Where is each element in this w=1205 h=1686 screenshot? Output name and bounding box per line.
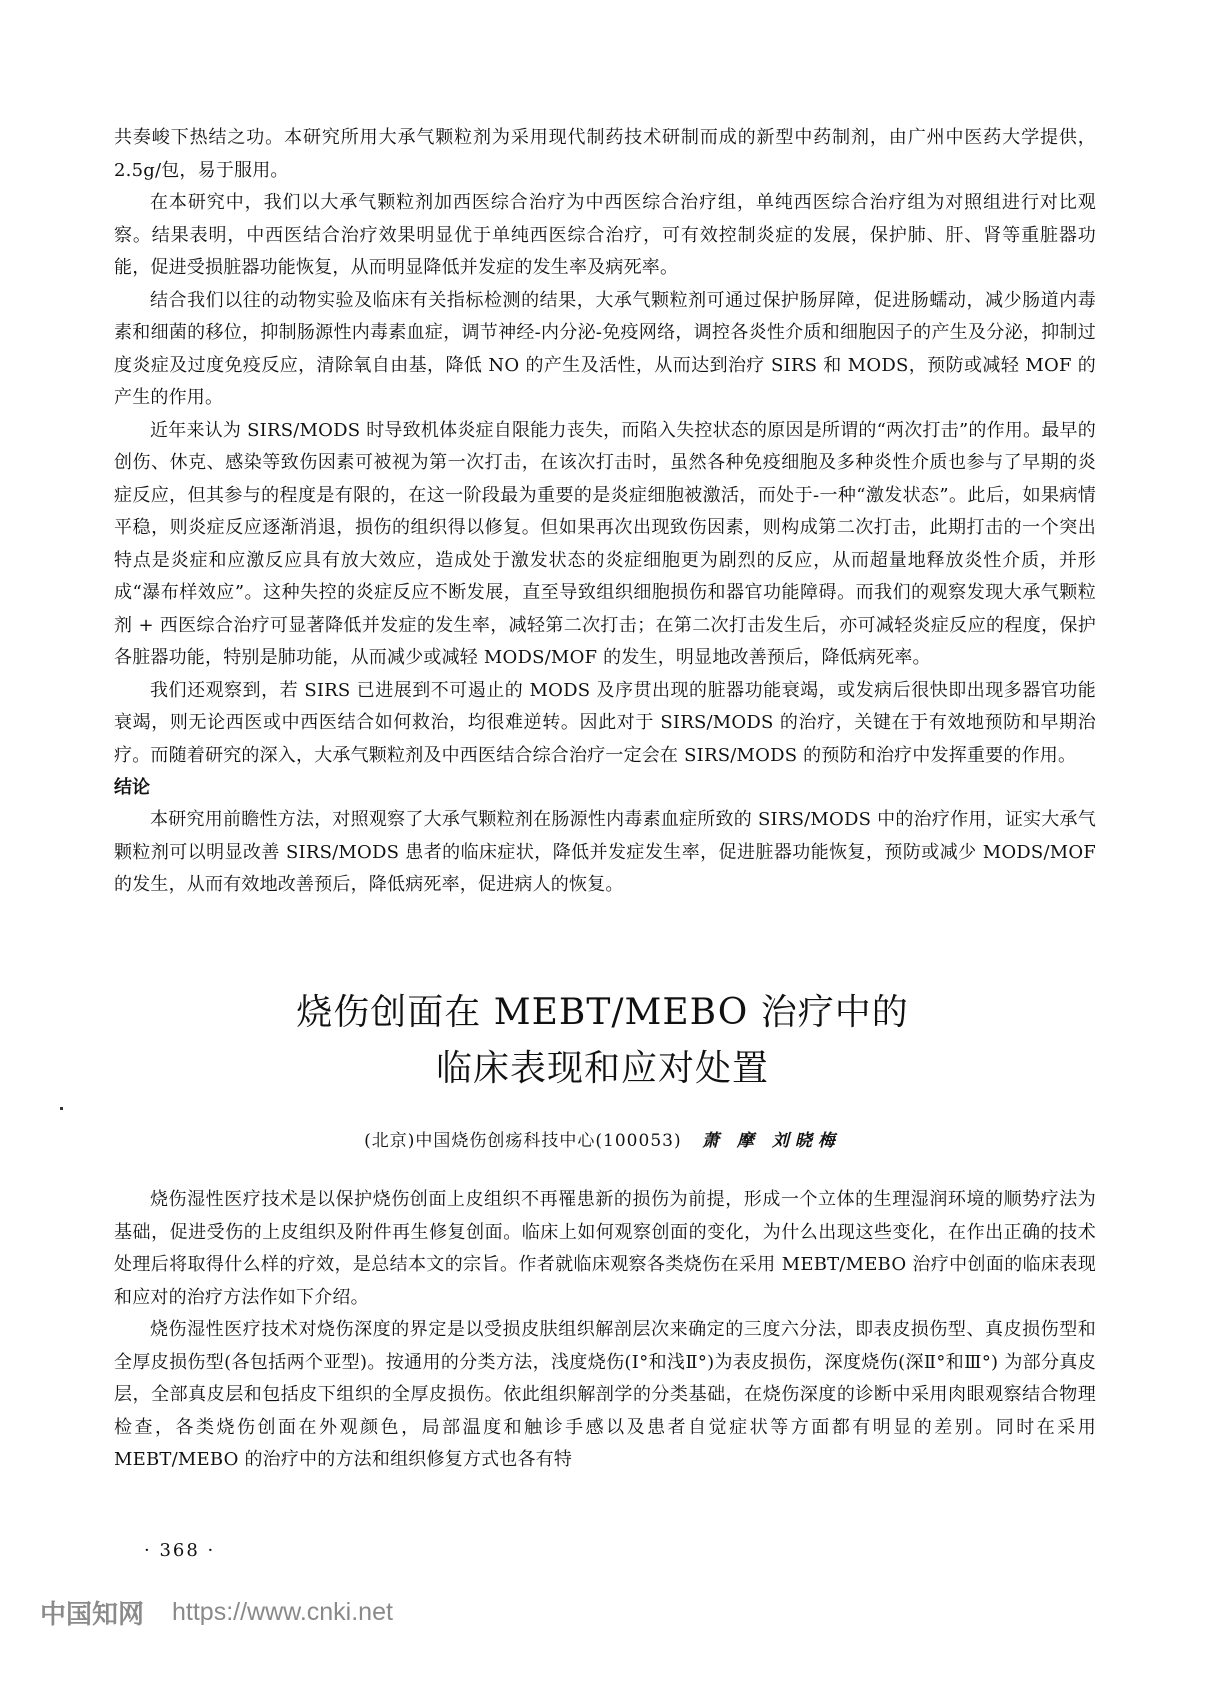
cnki-url[interactable]: https://www.cnki.net xyxy=(172,1597,393,1626)
article-title-line-2: 临床表现和应对处置 xyxy=(435,1048,769,1089)
article-body xyxy=(114,1184,1096,1477)
page-number: · 368 · xyxy=(144,1540,216,1561)
author-line xyxy=(0,1128,1205,1154)
body-paragraph: 近年来认为 SIRS/MODS 时导致机体炎症自限能力丧失，而陷入失控状态的原因是所谓的“两次打击”的作用。最早的创伤、休克、感染等致伤因素可被视为第一次打击，在该次打击时，虽然各种免疫细胞及多种炎性介质也参与了早期的炎症反应，但其参与的程度是有限的，在这一阶段最为重要的是炎症细胞被激活，而处于-一种“激发状态”。此后，如果病情平稳，则炎症反应逐渐消退，损伤的组织得以修复。但如果再次出现致伤因素，则构成第二次打击，此期打击的一个突出特点是炎症和应激反应具有放大效应，造成处于激发状态的炎症细胞更为剧烈的反应，从而超量地释放炎性介质，并形成“瀑布样效应”。这种失控的炎症反应不断发展，直至导致组织细胞损伤和器官功能障碍。而我们的观察发现大承气颗粒剂 + 西医综合治疗可显著降低并发症的发生率，减轻第二次打击；在第二次打击发生后，亦可减轻炎症反应的程度，保护各脏器功能，特别是肺功能，从而减少或减轻 MODS/MOF 的发生，明显地改善预后，降低病死率。 xyxy=(114,419,1096,668)
body-paragraph: 共奏峻下热结之功。本研究所用大承气颗粒剂为采用现代制药技术研制而成的新型中药制剂，由广州中医药大学提供，2.5g/包，易于服用。 xyxy=(114,127,1096,181)
body-paragraph: 结合我们以往的动物实验及临床有关指标检测的结果，大承气颗粒剂可通过保护肠屏障，促进肠蠕动，减少肠道内毒素和细菌的移位，抑制肠源性内毒素血症，调节神经-内分泌-免疫网络，调控各炎性介质和细胞因子的产生及分泌，抑制过度炎症及过度免疫反应，清除氧自由基，降低 NO 的产生及活性，从而达到治疗 SIRS 和 MODS，预防或减轻 MOF 的产生的作用。 xyxy=(114,289,1096,408)
cnki-logo: 中国知网 xyxy=(40,1599,145,1630)
conclusion-heading: 结论 xyxy=(114,777,150,798)
conclusion-paragraph: 本研究用前瞻性方法，对照观察了大承气颗粒剂在肠源性内毒素血症所致的 SIRS/MODS 中的治疗作用，证实大承气颗粒剂可以明显改善 SIRS/MODS 患者的临床症状，降低并发症发生率，促进脏器功能恢复，预防或减少 MODS/MOF 的发生，从而有效地改善预后，降低病死率，促进病人的恢复。 xyxy=(114,809,1096,895)
author-names: 萧 摩 刘晓梅 xyxy=(702,1131,841,1151)
watermark-footer xyxy=(40,1592,393,1632)
article-title-line-1: 烧伤创面在 MEBT/MEBO 治疗中的 xyxy=(296,992,909,1033)
body-paragraph: 我们还观察到，若 SIRS 已进展到不可遏止的 MODS 及序贯出现的脏器功能衰竭，或发病后很快即出现多器官功能衰竭，则无论西医或中西医结合如何救治，均很难逆转。因此对于 SIRS/MODS 的治疗，关键在于有效地预防和早期治疗。而随着研究的深入，大承气颗粒剂及中西医结合综合治疗一定会在 SIRS/MODS 的预防和治疗中发挥重要的作用。 xyxy=(114,679,1096,766)
scan-speck xyxy=(60,1107,63,1110)
previous-article-continuation xyxy=(114,122,1096,902)
body-paragraph: 烧伤湿性医疗技术是以保护烧伤创面上皮组织不再罹患新的损伤为前提，形成一个立体的生理湿润环境的顺势疗法为基础，促进受伤的上皮组织及附件再生修复创面。临床上如何观察创面的变化，为什么出现这些变化，在作出正确的技术处理后将取得什么样的疗效，是总结本文的宗旨。作者就临床观察各类烧伤在采用 MEBT/MEBO 治疗中创面的临床表现和应对的治疗方法作如下介绍。 xyxy=(114,1189,1096,1308)
body-paragraph: 在本研究中，我们以大承气颗粒剂加西医综合治疗为中西医综合治疗组，单纯西医综合治疗组为对照组进行对比观察。结果表明，中西医结合治疗效果明显优于单纯西医综合治疗，可有效控制炎症的发展，保护肺、肝、肾等重脏器功能，促进受损脏器功能恢复，从而明显降低并发症的发生率及病死率。 xyxy=(114,192,1096,278)
body-paragraph: 烧伤湿性医疗技术对烧伤深度的界定是以受损皮肤组织解剖层次来确定的三度六分法，即表皮损伤型、真皮损伤型和全厚皮损伤型(各包括两个亚型)。按通用的分类方法，浅度烧伤(Ⅰ°和浅Ⅱ°)为表皮损伤，深度烧伤(深Ⅱ°和Ⅲ°) 为部分真皮层，全部真皮层和包括皮下组织的全厚皮损伤。依此组织解剖学的分类基础，在烧伤深度的诊断中采用肉眼观察结合物理检查，各类烧伤创面在外观颜色，局部温度和触诊手感以及患者自觉症状等方面都有明显的差别。同时在采用 MEBT/MEBO 的治疗中的方法和组织修复方式也各有特 xyxy=(114,1319,1096,1470)
affiliation: (北京)中国烧伤创疡科技中心(100053) xyxy=(364,1131,682,1151)
